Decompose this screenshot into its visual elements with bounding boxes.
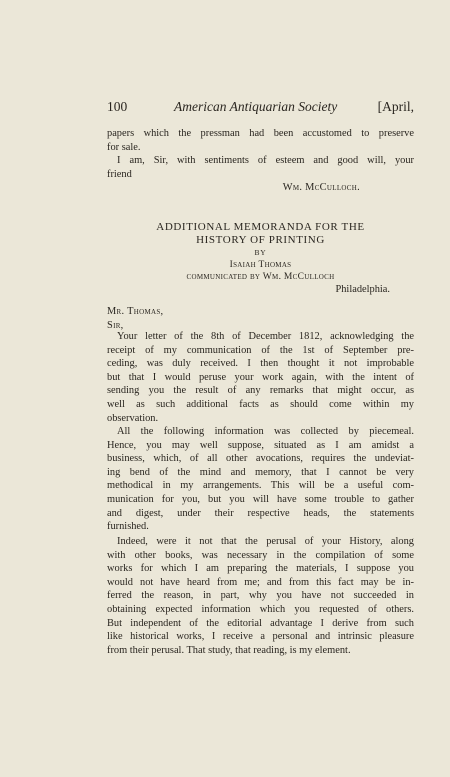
- place-line: Philadelphia.: [335, 284, 390, 296]
- text-line: with other books, was necessary in the compilation of some: [107, 549, 414, 561]
- text-line: but that I would peruse your work again, with the intent of: [107, 371, 414, 383]
- text-line: and digest, under their respective heads, the statements: [107, 507, 414, 519]
- text-line: Hence, you may well suppose, situated as I am amidst a: [107, 439, 414, 451]
- text-line: ferred the reason, in part, why you have not succeeded in: [107, 590, 414, 602]
- page-number: 100: [107, 99, 128, 114]
- signature: Wm. McCulloch.: [282, 182, 360, 193]
- text-line: would not have heard from me; and from this fact may be in-: [107, 576, 414, 588]
- text-line: I am, Sir, with sentiments of esteem and good will, your: [117, 155, 414, 167]
- text-line: well as such additional facts as should come within my: [107, 398, 414, 410]
- text-line: munication for you, but you will have some trouble to gather: [107, 493, 414, 505]
- text-line: works for which I am preparing the materials, I suppose you: [107, 563, 414, 575]
- text-line: papers which the pressman had been accustomed to preserve: [107, 128, 414, 139]
- text-line: sending you the result of any remarks that might occur, as: [107, 385, 414, 397]
- author-name: Isaiah Thomas: [229, 260, 292, 271]
- salutation-line1: Mr. Thomas,: [107, 306, 164, 317]
- paragraph-3: [107, 535, 414, 657]
- text-line: like historical works, I receive a personal and intrinsic pleasure: [107, 631, 414, 643]
- article-title-line2: HISTORY OF PRINTING: [196, 233, 325, 246]
- text-line: methodical in my arrangements. This will be a useful com-: [107, 480, 414, 492]
- article-heading: [107, 221, 414, 297]
- text-line: Your letter of the 8th of December 1812, acknowledging the: [117, 331, 414, 342]
- article-title-line1: ADDITIONAL MEMORANDA FOR THE: [156, 221, 365, 233]
- running-header: [107, 99, 414, 115]
- text-line: business, which, of all other avocations, requires the undeviat-: [107, 453, 414, 465]
- previous-letter-ending: [107, 127, 414, 181]
- text-line: Indeed, were it not that the perusal of your History, along: [117, 536, 414, 547]
- text-line: for sale.: [107, 141, 141, 153]
- text-line: observation.: [107, 412, 159, 424]
- salutation-line2: Sir,: [107, 319, 124, 331]
- text-line: ing bend of the mind and memory, that I cannot be very: [107, 466, 414, 478]
- running-title: American Antiquarian Society: [174, 99, 338, 114]
- text-line: receipt of my communication of the 1st of September pre-: [107, 344, 414, 356]
- by-label: BY: [254, 248, 267, 258]
- text-line: furnished.: [107, 521, 149, 533]
- paragraph-1: [107, 330, 414, 425]
- communicated-by: communicated by Wm. McCulloch: [186, 272, 335, 283]
- header-month: [April,: [377, 99, 414, 114]
- text-line: from their perusal. That study, that reading, is my element.: [107, 644, 351, 656]
- salutation: [107, 305, 414, 332]
- text-line: obtaining expected information which you requested of others.: [107, 603, 414, 615]
- text-line: But independent of the editorial advantage I derive from such: [107, 617, 414, 629]
- text-line: ceding, was duly received. I then thought it not improbable: [107, 358, 414, 370]
- text-line: friend: [107, 168, 132, 180]
- text-line: All the following information was collected by piecemeal.: [117, 426, 414, 437]
- signature-block: [107, 181, 414, 195]
- paragraph-2: [107, 425, 414, 534]
